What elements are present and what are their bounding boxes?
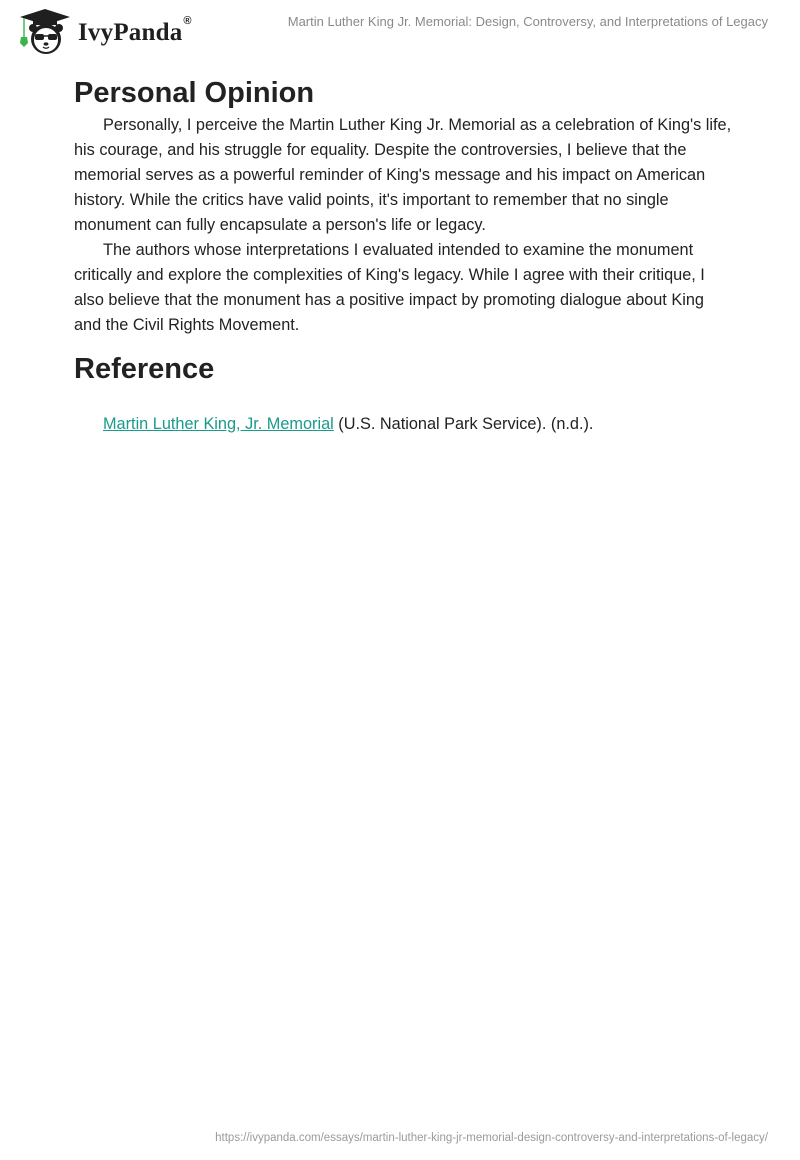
section-heading-personal-opinion: Personal Opinion [74, 77, 315, 109]
ivypanda-logo[interactable] [18, 7, 192, 57]
footer-source-url: https://ivypanda.com/essays/martin-luther-king-jr-memorial-design-controversy-and-interpretations-of-legacy/ [215, 1132, 768, 1144]
logo-text [78, 15, 192, 47]
essay-content [74, 70, 734, 437]
reference-citation-text: (U.S. National Park Service). (n.d.). [333, 415, 594, 433]
document-title: Martin Luther King Jr. Memorial: Design, Controversy, and Interpretations of Legacy [287, 14, 768, 29]
logo-wordmark: IvyPanda [78, 19, 183, 46]
panda-graduate-logo-icon [18, 7, 72, 57]
page-header [0, 0, 800, 60]
registered-mark: ® [183, 15, 192, 27]
opinion-paragraph-2: The authors whose interpretations I evaluated intended to examine the monument critically and explore the complexities of King's legacy. While I agree with their critique, I also believe that the monument has a positive impact by promoting dialogue about King and the Civil Rights Movement. [74, 241, 705, 334]
reference-link[interactable]: Martin Luther King, Jr. Memorial [103, 415, 334, 433]
section-heading-reference: Reference [74, 353, 215, 385]
opinion-paragraph-1: Personally, I perceive the Martin Luther King Jr. Memorial as a celebration of King's life, his courage, and his struggle for equality. Despite the controversies, I believe that the memorial serves as a powerful reminder of King's message and his impact on American history. While the critics have valid points, it's important to remember that no single monument can fully encapsulate a person's life or legacy. [74, 116, 732, 234]
reference-entry [103, 412, 734, 437]
